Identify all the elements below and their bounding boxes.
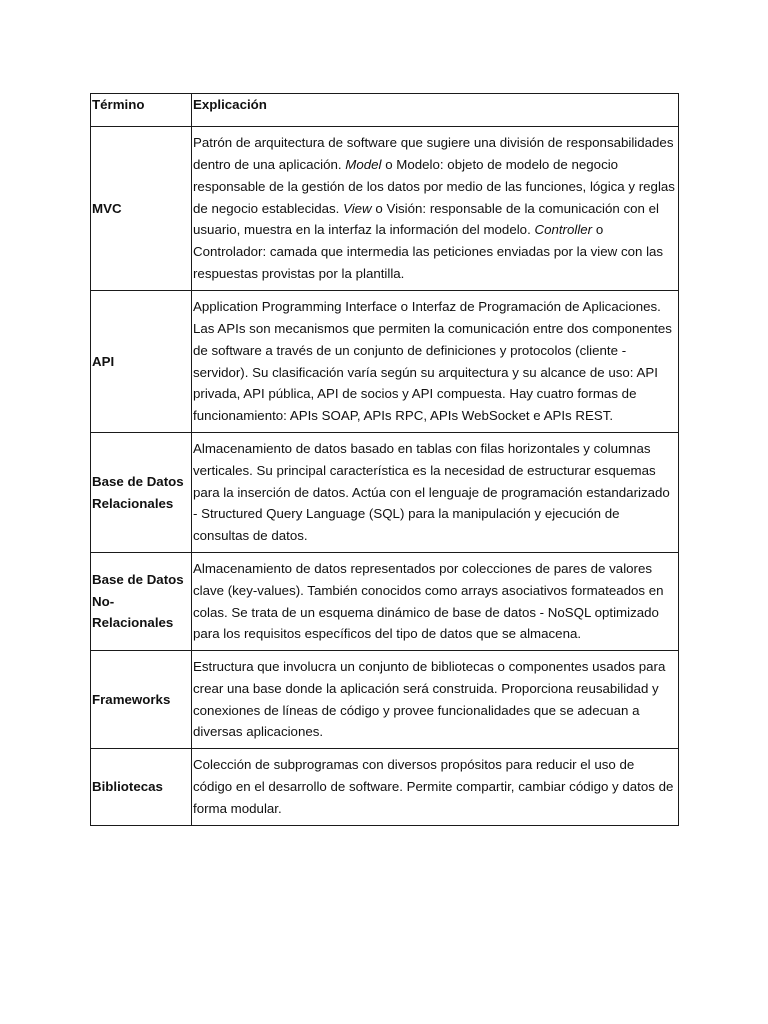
table-row [91, 433, 679, 553]
explanation-cell: Almacenamiento de datos basado en tablas con filas horizontales y columnas verticales. Su principal característica es la necesidad de estructurar esquemas para la inserción de datos. Actúa con el lenguaje de programación estandarizado - Structured Query Language (SQL) para la manipulación y ejecución de consultas de datos. [192, 433, 679, 553]
explanation-cell: Estructura que involucra un conjunto de bibliotecas o componentes usados para crear una base donde la aplicación será construida. Proporciona reusabilidad y conexiones de líneas de código y provee funcionalidades que se adecuan a diversas aplicaciones. [192, 651, 679, 749]
header-explanation: Explicación [192, 94, 679, 127]
table-header-row [91, 94, 679, 127]
header-term: Término [91, 94, 192, 127]
term-cell: Base de Datos Relacionales [91, 433, 192, 553]
explanation-cell: Almacenamiento de datos representados por colecciones de pares de valores clave (key-values). También conocidos como arrays asociativos formateados en colas. Se trata de un esquema dinámico de base de datos - NoSQL optimizado para los requisitos específicos del tipo de datos que se almacena. [192, 553, 679, 651]
explanation-text: o Modelo: objeto de modelo de negocio responsable de la gestión de los datos por medio de las funciones, lógica y reglas de negocio establecidas. [193, 157, 675, 216]
term-cell: Base de Datos No-Relacionales [91, 553, 192, 651]
table-row [91, 127, 679, 291]
explanation-italic: Controller [534, 222, 593, 238]
explanation-italic: Model [345, 157, 382, 172]
term-cell: API [91, 291, 192, 433]
term-cell: MVC [91, 127, 192, 291]
explanation-cell [192, 127, 679, 291]
term-cell: Bibliotecas [91, 749, 192, 826]
table-row [91, 651, 679, 749]
explanation-text: o Visión: responsable de la comunicación con el usuario, muestra en la interfaz la información del modelo. [193, 200, 659, 238]
explanation-text: o Controlador: camada que intermedia las peticiones enviadas por la view con las respuestas provistas por la plantilla. [193, 222, 664, 281]
glossary-table [90, 93, 679, 826]
table-row [91, 553, 679, 651]
term-cell: Frameworks [91, 651, 192, 749]
explanation-cell: Colección de subprogramas con diversos propósitos para reducir el uso de código en el desarrollo de software. Permite compartir, cambiar código y datos de forma modular. [192, 749, 679, 826]
table-row [91, 291, 679, 433]
explanation-text: Patrón de arquitectura de software que sugiere una división de responsabilidades dentro de una aplicación. [193, 135, 674, 172]
explanation-cell: Application Programming Interface o Interfaz de Programación de Aplicaciones. Las APIs son mecanismos que permiten la comunicación entre dos componentes de software a través de un conjunto de definiciones y protocolos (cliente - servidor). Su clasificación varía según su arquitectura y su alcance de uso: API privada, API pública, API de socios y API compuesta. Hay cuatro formas de funcionamiento: APIs SOAP, APIs RPC, APIs WebSocket e APIs REST. [192, 291, 679, 433]
explanation-italic: View [343, 200, 372, 216]
table-row [91, 749, 679, 826]
